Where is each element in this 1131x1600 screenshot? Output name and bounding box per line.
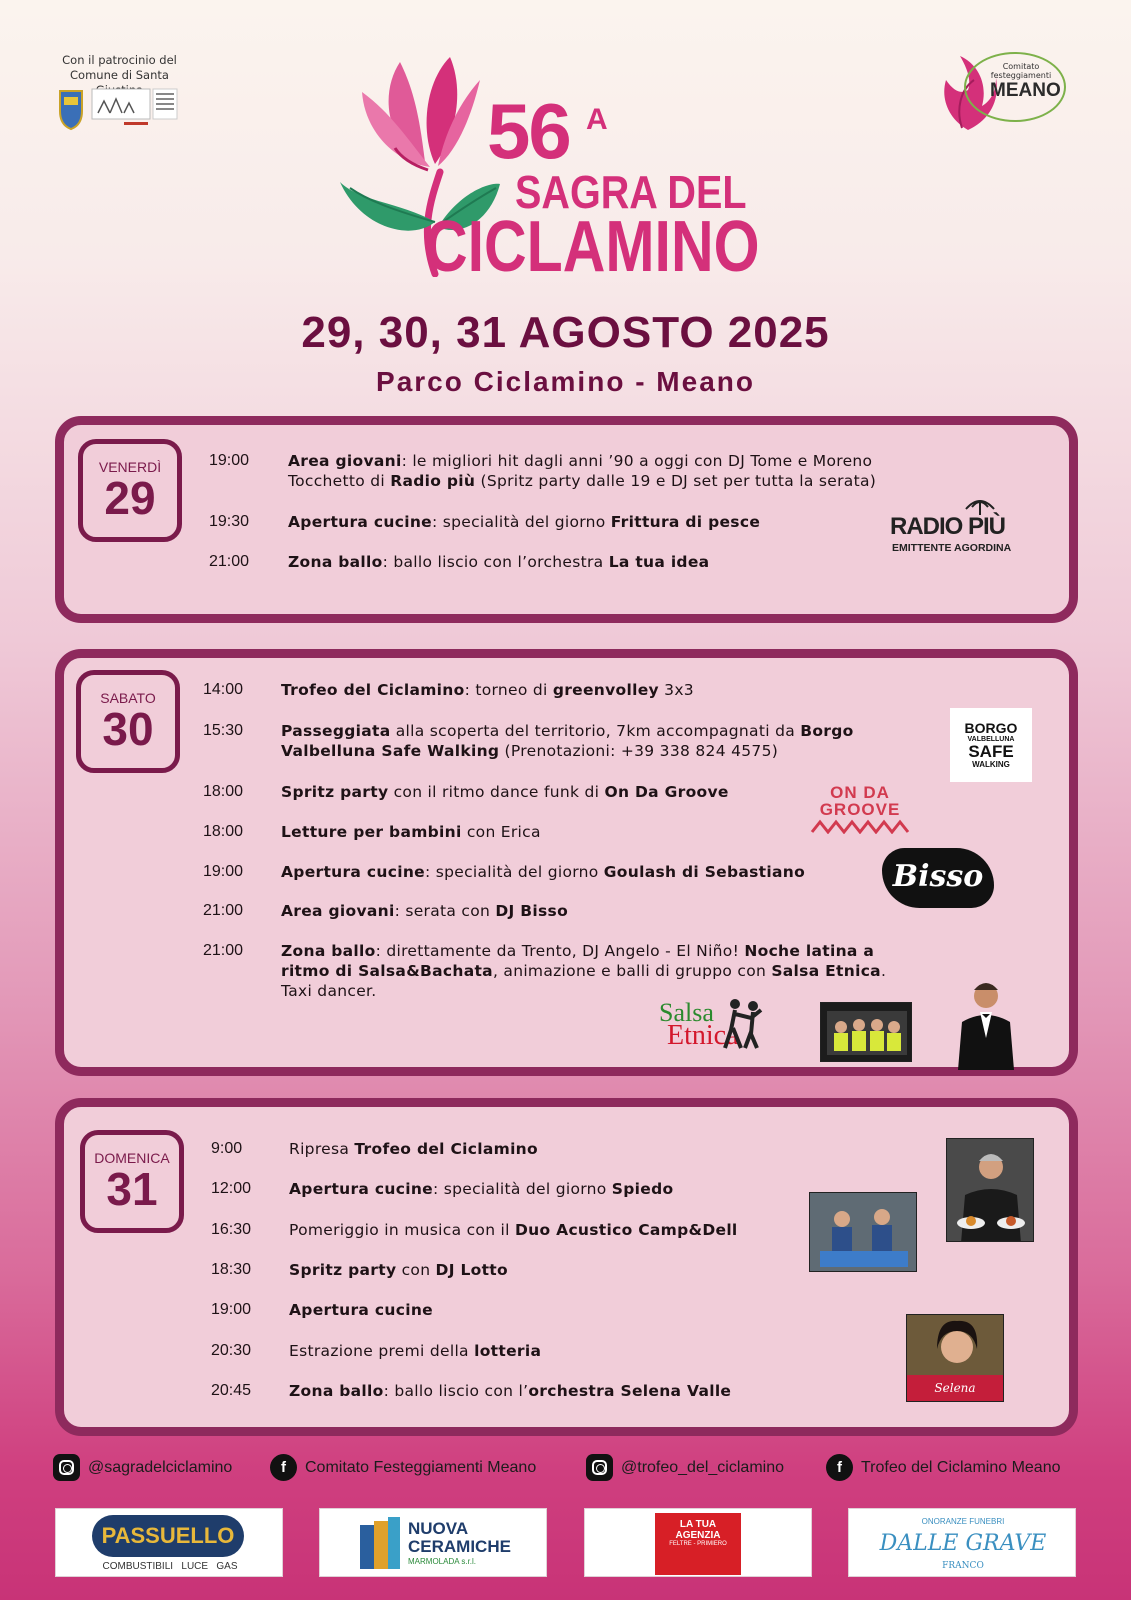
- event-time: 18:00: [203, 783, 244, 800]
- chef-with-plates-image: [947, 1139, 1034, 1242]
- on-da-groove-logo: [809, 784, 911, 840]
- event-time: 20:30: [211, 1342, 252, 1359]
- event-time: 20:45: [211, 1382, 252, 1399]
- day-name: VENERDÌ: [98, 459, 162, 475]
- social-label: Comitato Festeggiamenti Meano: [305, 1458, 537, 1476]
- nuova-line3: MARMOLADA s.r.l.: [408, 1557, 477, 1566]
- logo-line-ciclamino: CICLAMINO: [425, 207, 760, 287]
- event-time: 9:00: [211, 1140, 243, 1157]
- cooks-image: [810, 1193, 917, 1272]
- selena-label: Selena: [907, 1375, 1003, 1401]
- salsa-group-photo: [820, 1002, 912, 1062]
- event-description: Letture per bambini con Erica: [281, 823, 541, 841]
- event-description: Zona ballo: ballo liscio con l’orchestra La tua idea: [288, 553, 710, 571]
- dalle-small: ONORANZE FUNEBRI: [921, 1517, 1005, 1526]
- passuello-name: PASSUELLO: [92, 1515, 244, 1557]
- borgo-line4: WALKING: [972, 760, 1010, 769]
- radio-piu-name: RADIO PIÙ: [890, 513, 1006, 540]
- patronage-line1: Con il patrocinio del: [62, 53, 177, 67]
- facebook-icon: f: [826, 1454, 853, 1481]
- event-time: 18:30: [211, 1261, 252, 1278]
- day-panel-sunday: [55, 1098, 1078, 1436]
- dancers-icon: [721, 998, 765, 1050]
- event-dates: 29, 30, 31 AGOSTO 2025: [301, 308, 830, 357]
- event-time: 12:00: [211, 1180, 252, 1197]
- radio-piu-logo: [890, 497, 1030, 561]
- logo-line-sagra: SAGRA DEL: [515, 166, 747, 218]
- sponsor-nuova-ceramiche: [319, 1508, 547, 1577]
- wave-icon: [810, 818, 910, 834]
- nuova-line1: NUOVA: [408, 1519, 469, 1538]
- radio-piu-subtitle: EMITTENTE AGORDINA: [892, 542, 1012, 554]
- day-number: 30: [102, 703, 154, 755]
- event-description: Passeggiata alla scoperta del territorio, 7km accompagnati da Borgo Valbelluna Safe Walking (Prenotazioni: +39 338 824 4575): [281, 722, 854, 760]
- event-time: 19:00: [209, 452, 250, 469]
- day-badge-saturday: [76, 670, 180, 773]
- ceramiche-logo-icon: [358, 1517, 402, 1573]
- event-description: Apertura cucine: [289, 1301, 433, 1319]
- event-description: Spritz party con il ritmo dance funk di On Da Groove: [281, 783, 729, 801]
- event-description: Estrazione premi della lotteria: [289, 1342, 542, 1360]
- agenzia-line3: FELTRE - PRIMIERO: [669, 1541, 727, 1547]
- event-time: 16:30: [211, 1221, 252, 1238]
- borgo-line3: SAFE: [968, 742, 1014, 761]
- event-description: Zona ballo: ballo liscio con l’orchestra Selena Valle: [289, 1382, 732, 1400]
- committee-small-text: Comitato festeggiamenti: [990, 62, 1052, 80]
- salsa-etnica-logo: [659, 998, 769, 1056]
- patronage-line2: Comune di Santa: [70, 68, 169, 82]
- salsa-word: Salsa: [659, 998, 714, 1027]
- logo-number: 56: [487, 87, 570, 175]
- day-panel-friday: [55, 416, 1078, 623]
- event-description: Zona ballo: direttamente da Trento, DJ Angelo - El Niño! Noche latina a ritmo di Salsa&Bachata, animazione e balli di gruppo con Salsa Etnica. Taxi dancer.: [281, 942, 887, 1000]
- event-description: Ripresa Trofeo del Ciclamino: [289, 1140, 538, 1158]
- event-venue: Parco Ciclamino - Meano: [376, 366, 755, 397]
- event-time: 19:00: [211, 1301, 252, 1318]
- borgo-line2: VALBELLUNA: [967, 736, 1015, 743]
- social-label: @sagradelciclamino: [88, 1458, 233, 1476]
- dalle-name: DALLE GRAVE: [879, 1531, 1047, 1556]
- municipality-logos: [56, 85, 181, 131]
- dj-bisso-logo: [882, 848, 994, 908]
- event-description: Spritz party con DJ Lotto: [289, 1261, 508, 1279]
- social-facebook-trofeo[interactable]: [826, 1454, 1061, 1481]
- nuova-line2: CERAMICHE: [408, 1537, 511, 1556]
- social-label: Trofeo del Ciclamino Meano: [861, 1458, 1061, 1476]
- social-instagram-sagra[interactable]: [53, 1454, 232, 1481]
- event-description: Apertura cucine: specialità del giorno Frittura di pesce: [288, 513, 761, 531]
- ondagroove-line2: GROOVE: [819, 800, 901, 819]
- dj-angelo-photo: [950, 978, 1022, 1070]
- event-description: Area giovani: serata con DJ Bisso: [281, 902, 569, 920]
- agenzia-box: [655, 1513, 741, 1575]
- instagram-icon: [586, 1454, 613, 1481]
- day-name: DOMENICA: [94, 1150, 170, 1166]
- man-in-tuxedo-image: [950, 978, 1022, 1070]
- day-badge-sunday: [80, 1130, 184, 1233]
- event-time: 15:30: [203, 722, 244, 739]
- event-time: 21:00: [209, 553, 250, 570]
- event-time: 18:00: [203, 823, 244, 840]
- agenzia-line1: LA TUA: [679, 1519, 717, 1530]
- sponsor-dalle-grave: [848, 1508, 1076, 1577]
- bisso-text: Bisso: [892, 859, 984, 894]
- agenzia-line2: AGENZIA: [675, 1530, 721, 1541]
- day-number: 31: [106, 1163, 158, 1215]
- event-time: 19:00: [203, 863, 244, 880]
- event-description: Pomeriggio in musica con il Duo Acustico Camp&Dell: [289, 1221, 738, 1239]
- event-time: 21:00: [203, 902, 244, 919]
- passuello-subtitle: COMBUSTIBILI LUCE GAS: [102, 1561, 238, 1572]
- selena-valle-photo: [906, 1314, 1004, 1402]
- sponsor-la-tua-agenzia: [584, 1508, 812, 1577]
- borgo-line1: BORGO: [964, 720, 1018, 736]
- day-name: SABATO: [100, 690, 156, 706]
- event-description: Apertura cucine: specialità del giorno Spiedo: [289, 1180, 674, 1198]
- ondagroove-line1: ON DA: [830, 784, 890, 802]
- event-time: 19:30: [209, 513, 250, 530]
- event-description: Apertura cucine: specialità del giorno Goulash di Sebastiano: [281, 863, 806, 881]
- logo-superscript: A: [586, 103, 608, 136]
- kitchen-photo: [809, 1192, 917, 1272]
- group-photo-image: [821, 1003, 912, 1062]
- etnica-word: Etnica: [667, 1020, 739, 1051]
- committee-logo: [938, 50, 1068, 136]
- dalle-sub: FRANCO: [942, 1561, 984, 1571]
- singer-image: [907, 1315, 1004, 1377]
- day-panel-saturday: [55, 649, 1078, 1076]
- committee-name: MEANO: [990, 80, 1061, 101]
- social-label: @trofeo_del_ciclamino: [621, 1458, 784, 1476]
- event-description: Area giovani: le migliori hit dagli anni ’90 a oggi con DJ Tome e Moreno Tocchetto di Radio più (Spritz party dalle 19 e DJ set per tutta la serata): [288, 452, 877, 490]
- event-time: 14:00: [203, 681, 244, 698]
- day-badge-friday: [78, 439, 182, 542]
- social-facebook-comitato[interactable]: [270, 1454, 536, 1481]
- event-description: Trofeo del Ciclamino: torneo di greenvolley 3x3: [281, 681, 694, 699]
- sponsor-passuello: [55, 1508, 283, 1577]
- facebook-icon: f: [270, 1454, 297, 1481]
- day-number: 29: [104, 472, 156, 524]
- instagram-icon: [53, 1454, 80, 1481]
- chef-photo: [946, 1138, 1034, 1242]
- social-instagram-trofeo[interactable]: [586, 1454, 784, 1481]
- event-time: 21:00: [203, 942, 244, 959]
- borgo-valbelluna-logo: [950, 708, 1032, 782]
